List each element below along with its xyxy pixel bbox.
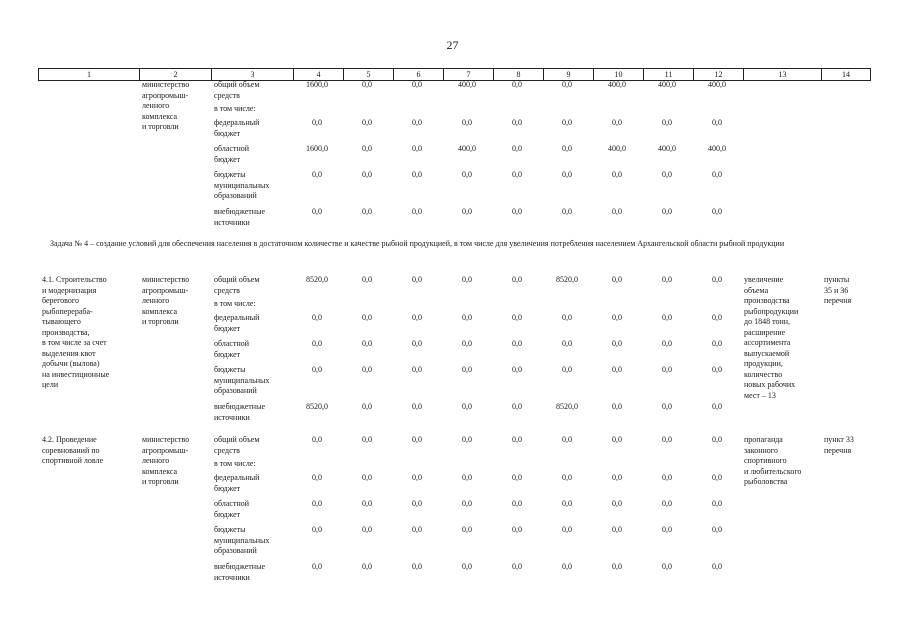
funding-source: областной бюджет bbox=[214, 499, 250, 519]
funding-value: 0,0 bbox=[562, 80, 572, 89]
funding-source: областной бюджет bbox=[214, 144, 250, 164]
funding-value: 0,0 bbox=[662, 170, 672, 179]
funding-value: 0,0 bbox=[462, 435, 472, 444]
funding-value: 0,0 bbox=[562, 339, 572, 348]
funding-value: 0,0 bbox=[512, 80, 522, 89]
funding-value: 0,0 bbox=[612, 207, 622, 216]
funding-value: 0,0 bbox=[712, 275, 722, 284]
funding-value: 0,0 bbox=[562, 118, 572, 127]
funding-value: 0,0 bbox=[562, 207, 572, 216]
funding-value: 0,0 bbox=[412, 339, 422, 348]
funding-value: 0,0 bbox=[662, 473, 672, 482]
funding-value: 0,0 bbox=[312, 118, 322, 127]
funding-value: 0,0 bbox=[512, 339, 522, 348]
funding-source: внебюджетные источники bbox=[214, 402, 265, 422]
funding-value: 0,0 bbox=[462, 525, 472, 534]
funding-value: 0,0 bbox=[512, 525, 522, 534]
funding-value: 0,0 bbox=[662, 499, 672, 508]
header-col-3: 3 bbox=[211, 69, 293, 80]
funding-source: внебюджетные источники bbox=[214, 562, 265, 582]
funding-source: бюджеты муниципальных образований bbox=[214, 525, 270, 555]
funding-source: в том числе: bbox=[214, 299, 256, 308]
funding-value: 0,0 bbox=[512, 275, 522, 284]
funding-value: 400,0 bbox=[708, 144, 726, 153]
funding-value: 0,0 bbox=[462, 170, 472, 179]
funding-value: 0,0 bbox=[362, 525, 372, 534]
funding-value: 0,0 bbox=[462, 365, 472, 374]
header-col-6: 6 bbox=[393, 69, 443, 80]
funding-value: 0,0 bbox=[412, 525, 422, 534]
funding-value: 0,0 bbox=[412, 499, 422, 508]
funding-value: 0,0 bbox=[462, 473, 472, 482]
funding-value: 0,0 bbox=[562, 499, 572, 508]
funding-value: 0,0 bbox=[462, 339, 472, 348]
funding-value: 0,0 bbox=[712, 365, 722, 374]
funding-source: общий объем средств bbox=[214, 435, 260, 455]
funding-value: 0,0 bbox=[612, 275, 622, 284]
funding-value: 0,0 bbox=[662, 562, 672, 571]
funding-value: 0,0 bbox=[512, 562, 522, 571]
funding-source: общий объем средств bbox=[214, 275, 260, 295]
funding-value: 0,0 bbox=[312, 207, 322, 216]
funding-value: 0,0 bbox=[612, 339, 622, 348]
funding-value: 0,0 bbox=[412, 562, 422, 571]
header-col-12: 12 bbox=[693, 69, 743, 80]
funding-source: областной бюджет bbox=[214, 339, 250, 359]
funding-value: 0,0 bbox=[662, 207, 672, 216]
funding-value: 0,0 bbox=[562, 473, 572, 482]
funding-value: 0,0 bbox=[662, 313, 672, 322]
funding-value: 400,0 bbox=[658, 80, 676, 89]
event-name: 4.1. Строительство и модернизация берегового рыбоперераба- тывающего производства, в том числе за счет выделения квот добычи (вылова) на инвестиционные цели bbox=[42, 275, 110, 389]
funding-value: 0,0 bbox=[612, 435, 622, 444]
funding-value: 0,0 bbox=[612, 473, 622, 482]
event-name: 4.2. Проведение соревнований по спортивной ловле bbox=[42, 435, 104, 465]
funding-value: 0,0 bbox=[712, 339, 722, 348]
funding-value: 0,0 bbox=[662, 118, 672, 127]
funding-value: 0,0 bbox=[462, 313, 472, 322]
funding-value: 1600,0 bbox=[306, 144, 328, 153]
funding-value: 0,0 bbox=[512, 144, 522, 153]
header-col-7: 7 bbox=[443, 69, 493, 80]
funding-source: в том числе: bbox=[214, 104, 256, 113]
task-4-heading: Задача № 4 – создание условий для обеспечения населения в достаточном количестве и качестве рыбной продукцией, в том числе для увеличения потребления населением Архангельской области рыбной продукции bbox=[50, 239, 785, 248]
funding-value: 0,0 bbox=[362, 562, 372, 571]
funding-value: 0,0 bbox=[512, 365, 522, 374]
funding-value: 0,0 bbox=[512, 118, 522, 127]
header-col-8: 8 bbox=[493, 69, 543, 80]
funding-value: 8520,0 bbox=[556, 402, 578, 411]
page-number: 27 bbox=[446, 38, 459, 52]
funding-value: 0,0 bbox=[662, 339, 672, 348]
funding-value: 0,0 bbox=[712, 525, 722, 534]
funding-value: 0,0 bbox=[562, 365, 572, 374]
funding-value: 0,0 bbox=[312, 473, 322, 482]
funding-value: 0,0 bbox=[312, 170, 322, 179]
funding-value: 0,0 bbox=[362, 339, 372, 348]
funding-value: 0,0 bbox=[412, 207, 422, 216]
funding-value: 0,0 bbox=[662, 365, 672, 374]
expected-result: увеличение объема производства рыбопродукции до 1848 тонн, расширение ассортимента выпускаемой продукции, количество новых рабочих мест – 13 bbox=[744, 275, 799, 400]
funding-value: 0,0 bbox=[412, 435, 422, 444]
funding-source: федеральный бюджет bbox=[214, 473, 260, 493]
funding-value: 0,0 bbox=[362, 365, 372, 374]
funding-value: 0,0 bbox=[712, 207, 722, 216]
funding-value: 0,0 bbox=[362, 402, 372, 411]
funding-source: бюджеты муниципальных образований bbox=[214, 170, 270, 200]
funding-value: 0,0 bbox=[562, 313, 572, 322]
header-col-14: 14 bbox=[821, 69, 870, 80]
funding-value: 0,0 bbox=[462, 207, 472, 216]
funding-value: 0,0 bbox=[362, 313, 372, 322]
funding-value: 0,0 bbox=[712, 118, 722, 127]
funding-value: 0,0 bbox=[312, 562, 322, 571]
funding-value: 0,0 bbox=[362, 170, 372, 179]
funding-value: 400,0 bbox=[708, 80, 726, 89]
funding-value: 1600,0 bbox=[306, 80, 328, 89]
funding-source: внебюджетные источники bbox=[214, 207, 265, 227]
funding-value: 0,0 bbox=[612, 365, 622, 374]
funding-value: 400,0 bbox=[608, 144, 626, 153]
funding-source: федеральный бюджет bbox=[214, 313, 260, 333]
funding-value: 0,0 bbox=[412, 365, 422, 374]
funding-value: 0,0 bbox=[512, 499, 522, 508]
funding-value: 0,0 bbox=[312, 365, 322, 374]
funding-value: 0,0 bbox=[612, 499, 622, 508]
funding-value: 0,0 bbox=[312, 435, 322, 444]
funding-value: 0,0 bbox=[562, 144, 572, 153]
funding-value: 400,0 bbox=[458, 80, 476, 89]
header-col-5: 5 bbox=[343, 69, 393, 80]
funding-value: 400,0 bbox=[608, 80, 626, 89]
funding-value: 0,0 bbox=[362, 275, 372, 284]
funding-value: 0,0 bbox=[612, 313, 622, 322]
expected-result: пропаганда законного спортивного и любительского рыболовства bbox=[744, 435, 802, 486]
funding-value: 0,0 bbox=[612, 402, 622, 411]
funding-value: 0,0 bbox=[412, 275, 422, 284]
funding-value: 0,0 bbox=[612, 118, 622, 127]
funding-value: 0,0 bbox=[562, 525, 572, 534]
funding-value: 0,0 bbox=[662, 435, 672, 444]
funding-value: 0,0 bbox=[412, 473, 422, 482]
funding-value: 0,0 bbox=[612, 562, 622, 571]
funding-value: 0,0 bbox=[362, 144, 372, 153]
header-col-11: 11 bbox=[643, 69, 693, 80]
funding-value: 0,0 bbox=[462, 499, 472, 508]
funding-value: 0,0 bbox=[712, 313, 722, 322]
funding-value: 0,0 bbox=[412, 313, 422, 322]
header-col-4: 4 bbox=[293, 69, 343, 80]
funding-value: 0,0 bbox=[512, 170, 522, 179]
funding-value: 0,0 bbox=[362, 80, 372, 89]
funding-value: 0,0 bbox=[612, 525, 622, 534]
list-reference: пункты 35 и 36 перечня bbox=[824, 275, 852, 305]
funding-value: 0,0 bbox=[362, 118, 372, 127]
funding-value: 0,0 bbox=[512, 473, 522, 482]
header-col-13: 13 bbox=[743, 69, 821, 80]
header-col-10: 10 bbox=[593, 69, 643, 80]
funding-value: 0,0 bbox=[462, 275, 472, 284]
funding-value: 0,0 bbox=[412, 144, 422, 153]
funding-value: 0,0 bbox=[412, 402, 422, 411]
funding-value: 0,0 bbox=[512, 207, 522, 216]
funding-value: 0,0 bbox=[512, 435, 522, 444]
funding-value: 0,0 bbox=[562, 435, 572, 444]
funding-value: 0,0 bbox=[612, 170, 622, 179]
funding-value: 0,0 bbox=[712, 473, 722, 482]
list-reference: пункт 33 перечня bbox=[824, 435, 854, 455]
funding-value: 0,0 bbox=[412, 118, 422, 127]
funding-value: 0,0 bbox=[462, 402, 472, 411]
funding-value: 0,0 bbox=[312, 339, 322, 348]
header-col-9: 9 bbox=[543, 69, 593, 80]
funding-value: 0,0 bbox=[712, 170, 722, 179]
funding-value: 0,0 bbox=[712, 499, 722, 508]
header-col-1: 1 bbox=[87, 70, 91, 79]
executor-name: министерство агропромыш- ленного комплекса и торговли bbox=[142, 80, 190, 131]
funding-value: 0,0 bbox=[312, 499, 322, 508]
funding-source: в том числе: bbox=[214, 459, 256, 468]
funding-value: 0,0 bbox=[712, 435, 722, 444]
funding-source: общий объем средств bbox=[214, 80, 260, 100]
funding-value: 0,0 bbox=[512, 313, 522, 322]
funding-value: 0,0 bbox=[562, 562, 572, 571]
funding-value: 8520,0 bbox=[306, 275, 328, 284]
funding-source: федеральный бюджет bbox=[214, 118, 260, 138]
funding-value: 0,0 bbox=[512, 402, 522, 411]
funding-value: 0,0 bbox=[362, 499, 372, 508]
funding-value: 0,0 bbox=[412, 170, 422, 179]
funding-value: 0,0 bbox=[312, 525, 322, 534]
funding-value: 8520,0 bbox=[306, 402, 328, 411]
funding-value: 0,0 bbox=[662, 402, 672, 411]
funding-value: 0,0 bbox=[462, 562, 472, 571]
funding-value: 0,0 bbox=[362, 435, 372, 444]
executor-name: министерство агропромыш- ленного комплекса и торговли bbox=[142, 435, 190, 486]
funding-value: 400,0 bbox=[458, 144, 476, 153]
funding-value: 0,0 bbox=[562, 170, 572, 179]
funding-value: 0,0 bbox=[362, 207, 372, 216]
funding-source: бюджеты муниципальных образований bbox=[214, 365, 270, 395]
funding-value: 0,0 bbox=[662, 275, 672, 284]
executor-name: министерство агропромыш- ленного комплекса и торговли bbox=[142, 275, 190, 326]
funding-value: 8520,0 bbox=[556, 275, 578, 284]
funding-value: 400,0 bbox=[658, 144, 676, 153]
funding-value: 0,0 bbox=[662, 525, 672, 534]
funding-value: 0,0 bbox=[412, 80, 422, 89]
header-col-2: 2 bbox=[139, 69, 211, 80]
funding-value: 0,0 bbox=[712, 402, 722, 411]
funding-value: 0,0 bbox=[362, 473, 372, 482]
funding-value: 0,0 bbox=[462, 118, 472, 127]
funding-value: 0,0 bbox=[712, 562, 722, 571]
funding-value: 0,0 bbox=[312, 313, 322, 322]
